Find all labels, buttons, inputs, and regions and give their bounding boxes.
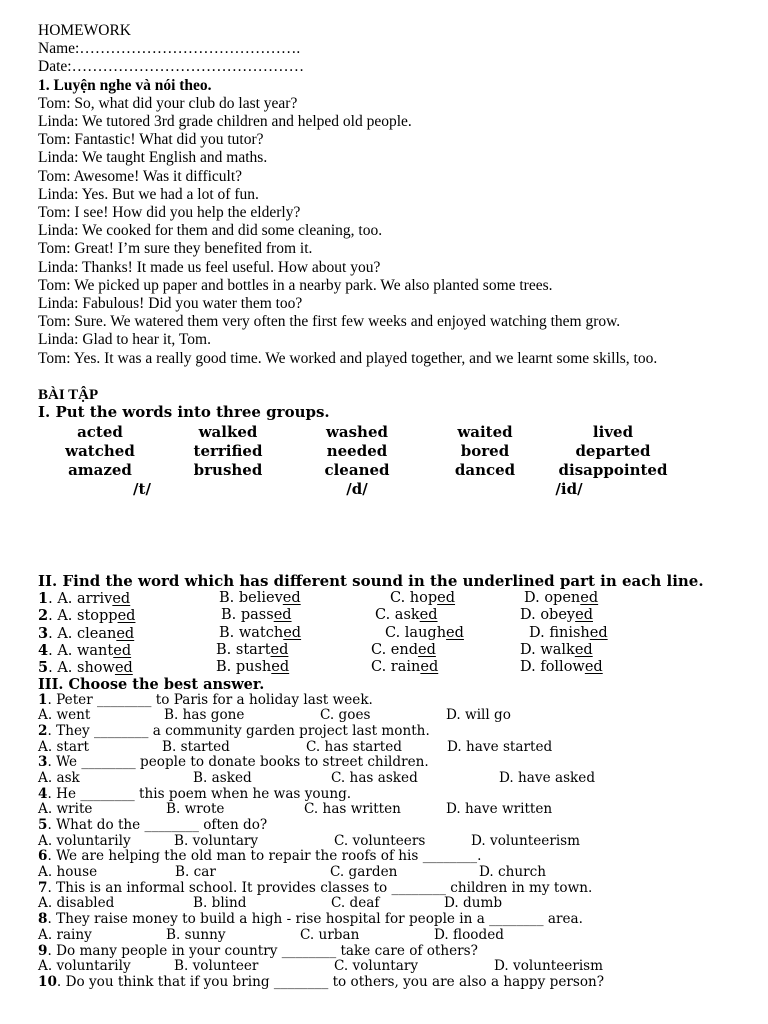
underlined-ending: ed bbox=[270, 641, 289, 658]
option-text: A. arriv bbox=[57, 591, 113, 608]
option-c: C. urban bbox=[300, 926, 360, 943]
option-d: D. have started bbox=[447, 738, 553, 755]
word-cell: departed bbox=[575, 442, 651, 461]
question-text: What do the ________ often do? bbox=[56, 817, 268, 834]
dialogue-line: Linda: Glad to hear it, Tom. bbox=[38, 331, 211, 349]
word-cell: amazed bbox=[68, 461, 132, 480]
word-cell: danced bbox=[454, 461, 516, 480]
option-c: C. has written bbox=[304, 801, 401, 818]
part2-title: II. Find the word which has different sound in the underlined part in each line. bbox=[38, 572, 704, 591]
word-cell: lived bbox=[592, 423, 634, 442]
options-row bbox=[38, 865, 738, 881]
word-cell: walked bbox=[198, 423, 258, 442]
item-number: 1 bbox=[38, 691, 48, 708]
underlined-ending: ed bbox=[283, 624, 302, 641]
dialogue-line: Tom: I see! How did you help the elderly? bbox=[38, 204, 301, 222]
underlined-ending: ed bbox=[580, 590, 599, 607]
name-line: Name:……………………………………. bbox=[38, 40, 301, 58]
option-text: A. want bbox=[57, 642, 114, 659]
header-block bbox=[38, 22, 738, 368]
group-header-t: /t/ bbox=[133, 480, 151, 499]
part1-title: I. Put the words into three groups. bbox=[38, 403, 330, 422]
option-b: B. has gone bbox=[164, 707, 245, 724]
part2-row: 5. A. showed B. pushed C. rained D. followed bbox=[38, 659, 603, 677]
dialogue-line: Linda: We cooked for them and did some cleaning, too. bbox=[38, 222, 383, 240]
option-d: D. dumb bbox=[444, 895, 503, 912]
question-row: 5. What do the ________ often do? bbox=[38, 817, 268, 834]
question-text: We are helping the old man to repair the roofs of his ________. bbox=[56, 848, 482, 865]
option-text: C. ask bbox=[375, 607, 420, 624]
word-cell: acted bbox=[77, 423, 123, 442]
dialogue-line: Tom: Awesome! Was it difficult? bbox=[38, 167, 243, 185]
options-row bbox=[38, 740, 738, 756]
option-a: A. start bbox=[38, 738, 89, 755]
underlined-ending: ed bbox=[420, 659, 439, 676]
option-b: B. asked bbox=[193, 769, 252, 786]
option-c: C. has asked bbox=[331, 769, 418, 786]
item-number: 1 bbox=[38, 590, 49, 608]
dialogue-line: Linda: We tutored 3rd grade children and helped old people. bbox=[38, 113, 412, 131]
option-text: A. clean bbox=[57, 625, 117, 642]
underlined-ending: ed bbox=[113, 642, 132, 659]
option-d: D. church bbox=[479, 864, 547, 881]
option-d: D. flooded bbox=[434, 926, 504, 943]
option-a: A. voluntarily bbox=[38, 832, 131, 849]
question-row: 6. We are helping the old man to repair the roofs of his ________. bbox=[38, 848, 482, 865]
part2-row: 2. A. stopped B. passed C. asked D. obeyed bbox=[38, 607, 593, 625]
word-cell: watched bbox=[65, 442, 135, 461]
option-text: C. rain bbox=[371, 659, 421, 676]
options-row bbox=[38, 771, 738, 787]
option-c: C. goes bbox=[320, 707, 371, 724]
question-row: 10. Do you think that if you bring ________ to others, you are also a happy person? bbox=[38, 973, 605, 990]
option-text: B. start bbox=[216, 641, 271, 658]
options-row bbox=[38, 708, 738, 724]
option-b: B. wrote bbox=[166, 801, 225, 818]
word-cell: bored bbox=[460, 442, 510, 461]
underlined-ending: ed bbox=[271, 659, 290, 676]
option-text: D. follow bbox=[520, 659, 585, 676]
part2-row: 1. A. arrived B. believed C. hoped D. opened bbox=[38, 590, 599, 608]
underlined-ending: ed bbox=[584, 659, 603, 676]
option-a: A. went bbox=[38, 707, 91, 724]
dialogue-line: Tom: We picked up paper and bottles in a nearby park. We also planted some trees. bbox=[38, 276, 553, 294]
item-number: 8 bbox=[38, 911, 48, 928]
option-d: D. volunteerism bbox=[471, 832, 581, 849]
option-text: A. show bbox=[57, 660, 115, 677]
underlined-ending: ed bbox=[282, 590, 301, 607]
baitap-title: BÀI TẬP bbox=[38, 386, 99, 403]
underlined-ending: ed bbox=[418, 641, 436, 658]
option-b: B. voluntary bbox=[174, 832, 259, 849]
word-groups-table bbox=[38, 421, 738, 499]
question-text: He ________ this poem when he was young. bbox=[56, 785, 352, 802]
item-number: 3 bbox=[38, 624, 49, 642]
option-d: D. have asked bbox=[499, 769, 596, 786]
option-c: C. has started bbox=[306, 738, 402, 755]
underlined-ending: ed bbox=[117, 608, 136, 625]
underlined-ending: ed bbox=[116, 625, 135, 642]
option-b: B. car bbox=[175, 864, 216, 881]
question-row: 8. They raise money to build a high - rise hospital for people in a ________ area. bbox=[38, 911, 583, 928]
question-text: Do you think that if you bring ________ to others, you are also a happy person? bbox=[65, 973, 605, 990]
options-row bbox=[38, 959, 738, 975]
option-b: B. blind bbox=[193, 895, 247, 912]
question-text: They raise money to build a high - rise hospital for people in a ________ area. bbox=[56, 911, 583, 928]
part3-items bbox=[38, 693, 738, 991]
option-b: B. volunteer bbox=[174, 958, 259, 975]
dialogue-line: Linda: Thanks! It made us feel useful. How about you? bbox=[38, 258, 381, 276]
options-row bbox=[38, 928, 738, 944]
question-row: 2. They ________ a community garden project last month. bbox=[38, 722, 430, 739]
option-b: B. started bbox=[162, 738, 230, 755]
item-number: 2 bbox=[38, 607, 49, 625]
option-text: B. believ bbox=[219, 590, 283, 607]
option-text: D. walk bbox=[520, 641, 575, 658]
word-cell: disappointed bbox=[558, 461, 668, 480]
dialogue-line: Tom: Sure. We watered them very often the first few weeks and enjoyed watching them grow. bbox=[38, 313, 621, 331]
question-text: They ________ a community garden project last month. bbox=[56, 722, 430, 739]
item-number: 7 bbox=[38, 879, 48, 896]
underlined-ending: ed bbox=[419, 607, 438, 624]
word-cell: needed bbox=[326, 442, 388, 461]
option-text: B. push bbox=[216, 659, 272, 676]
option-text: B. watch bbox=[219, 624, 284, 641]
item-number: 9 bbox=[38, 942, 48, 959]
word-cell: brushed bbox=[193, 461, 263, 480]
option-a: A. disabled bbox=[38, 895, 115, 912]
option-d: D. have written bbox=[446, 801, 553, 818]
dialogue-line: Linda: Fabulous! Did you water them too? bbox=[38, 295, 303, 313]
options-row bbox=[38, 802, 738, 818]
option-text: D. finish bbox=[529, 624, 590, 641]
option-c: C. volunteers bbox=[334, 832, 426, 849]
item-number: 5 bbox=[38, 817, 48, 834]
word-cell: terrified bbox=[193, 442, 263, 461]
option-text: A. stopp bbox=[57, 608, 118, 625]
question-row: 4. He ________ this poem when he was young. bbox=[38, 785, 352, 802]
question-text: Peter ________ to Paris for a holiday last week. bbox=[56, 691, 373, 708]
item-number: 3 bbox=[38, 754, 48, 771]
option-a: A. house bbox=[38, 864, 98, 881]
underlined-ending: ed bbox=[437, 590, 456, 607]
underlined-ending: ed bbox=[589, 624, 608, 641]
dialogue-line: Tom: So, what did your club do last year? bbox=[38, 94, 298, 112]
dialogue-line: Tom: Fantastic! What did you tutor? bbox=[38, 131, 264, 149]
question-text: This is an informal school. It provides classes to ________ children in my town. bbox=[56, 879, 593, 896]
section1-title: 1. Luyện nghe và nói theo. bbox=[38, 76, 212, 94]
item-number: 4 bbox=[38, 641, 49, 659]
part2-row: 3. A. cleaned B. watched C. laughed D. finished bbox=[38, 624, 608, 642]
option-a: A. voluntarily bbox=[38, 958, 131, 975]
date-line: Date:……………………………………… bbox=[38, 58, 305, 76]
underlined-ending: ed bbox=[446, 624, 464, 641]
dialogue-line: Linda: We taught English and maths. bbox=[38, 149, 268, 167]
item-number: 4 bbox=[38, 785, 48, 802]
homework-title: HOMEWORK bbox=[38, 22, 131, 39]
underlined-ending: ed bbox=[273, 607, 292, 624]
question-row: 1. Peter ________ to Paris for a holiday last week. bbox=[38, 691, 373, 708]
question-row: 7. This is an informal school. It provides classes to ________ children in my town. bbox=[38, 879, 593, 896]
option-text: C. end bbox=[371, 641, 418, 658]
underlined-ending: ed bbox=[574, 641, 593, 658]
option-a: A. rainy bbox=[38, 926, 92, 943]
option-c: C. garden bbox=[330, 864, 398, 881]
option-b: B. sunny bbox=[166, 926, 226, 943]
word-cell: washed bbox=[325, 423, 388, 442]
options-row bbox=[38, 896, 738, 912]
group-header-id: /id/ bbox=[555, 480, 583, 499]
option-d: D. volunteerism bbox=[494, 958, 604, 975]
option-text: C. laugh bbox=[385, 624, 447, 641]
option-text: C. hop bbox=[390, 590, 438, 607]
part2-row: 4. A. wanted B. started C. ended D. walked bbox=[38, 641, 593, 659]
option-text: D. open bbox=[524, 590, 581, 607]
option-c: C. voluntary bbox=[334, 958, 419, 975]
options-row bbox=[38, 834, 738, 850]
item-number: 6 bbox=[38, 848, 48, 865]
word-cell: waited bbox=[457, 423, 513, 442]
option-d: D. will go bbox=[446, 707, 511, 724]
part2-items bbox=[38, 590, 738, 676]
word-cell: cleaned bbox=[324, 461, 390, 480]
item-number: 10 bbox=[38, 973, 57, 990]
item-number: 5 bbox=[38, 659, 49, 677]
question-row: 3. We ________ people to donate books to street children. bbox=[38, 754, 429, 771]
question-row: 9. Do many people in your country ________ take care of others? bbox=[38, 942, 478, 959]
underlined-ending: ed bbox=[575, 607, 593, 624]
group-header-d: /d/ bbox=[346, 480, 368, 499]
option-c: C. deaf bbox=[331, 895, 380, 912]
question-text: Do many people in your country ________ take care of others? bbox=[56, 942, 478, 959]
option-a: A. ask bbox=[38, 769, 80, 786]
underlined-ending: ed bbox=[112, 591, 131, 608]
homework-page bbox=[38, 22, 738, 991]
dialogue-line: Linda: Yes. But we had a lot of fun. bbox=[38, 185, 259, 203]
item-number: 2 bbox=[38, 722, 48, 739]
option-a: A. write bbox=[38, 801, 93, 818]
option-text: D. obey bbox=[520, 607, 576, 624]
option-text: B. pass bbox=[221, 607, 274, 624]
dialogue-line: Tom: Yes. It was a really good time. We worked and played together, and we learnt some skills, too. bbox=[38, 349, 658, 367]
part3-title: III. Choose the best answer. bbox=[38, 675, 265, 693]
underlined-ending: ed bbox=[114, 660, 133, 677]
dialogue-line: Tom: Great! I’m sure they benefited from it. bbox=[38, 240, 313, 258]
question-text: We ________ people to donate books to street children. bbox=[56, 754, 429, 771]
